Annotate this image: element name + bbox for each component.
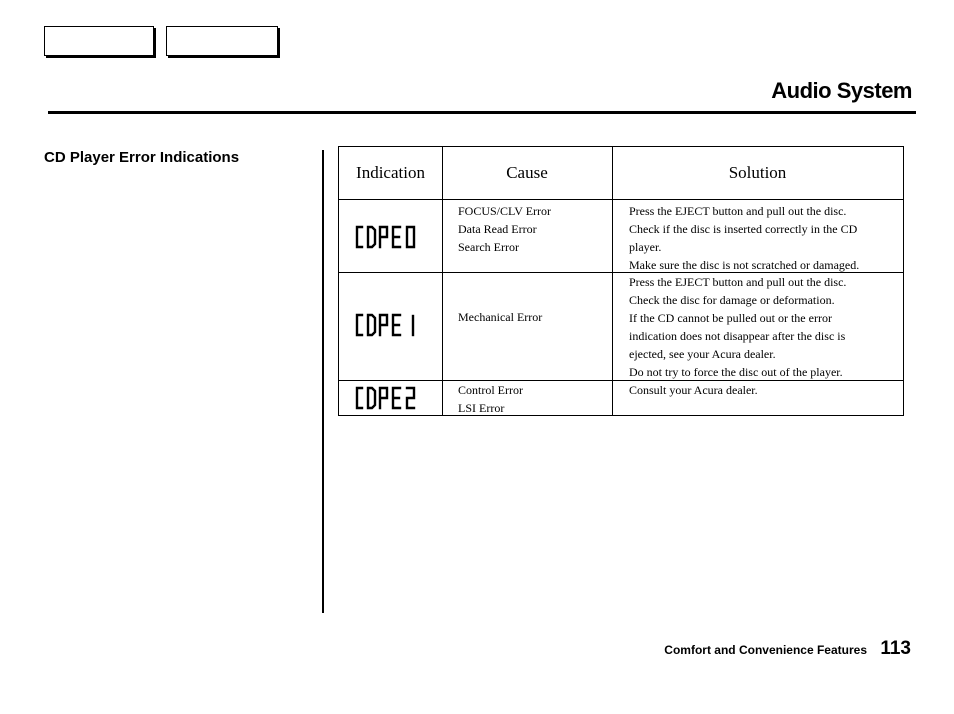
lcd-indication-cdpe0	[355, 224, 425, 250]
solution-item: Consult your Acura dealer.	[629, 383, 758, 397]
page-number: 113	[880, 638, 911, 659]
footer-section-title: Comfort and Convenience Features	[664, 643, 867, 657]
nav-button-next[interactable]	[166, 26, 278, 56]
solution-item: Press the EJECT button and pull out the disc.	[629, 275, 847, 289]
lcd-indication-cdpe1	[355, 312, 425, 338]
solution-list	[629, 202, 901, 274]
nav-button-prev[interactable]	[44, 26, 154, 56]
solution-item: Check if the disc is inserted correctly in the CD	[629, 222, 858, 236]
solution-item: Make sure the disc is not scratched or damaged.	[629, 258, 860, 272]
solution-item: If the CD cannot be pulled out or the error	[629, 311, 832, 325]
solution-item: Press the EJECT button and pull out the disc.	[629, 204, 847, 218]
cause-list	[458, 202, 610, 256]
solution-list	[629, 273, 901, 381]
cause-item: FOCUS/CLV Error	[458, 204, 552, 218]
cause-list	[458, 381, 610, 417]
grid-line	[612, 147, 613, 415]
cause-item: Search Error	[458, 240, 519, 254]
solution-item: indication does not disappear after the disc is	[629, 329, 846, 343]
title-rule	[48, 111, 916, 114]
grid-line	[442, 147, 443, 415]
header-indication: Indication	[339, 147, 442, 200]
cause-item: LSI Error	[458, 401, 505, 415]
lcd-indication-cdpe2	[355, 385, 425, 411]
error-table	[338, 146, 904, 416]
column-divider	[322, 150, 324, 613]
solution-item: Do not try to force the disc out of the player.	[629, 365, 843, 379]
solution-item: player.	[629, 240, 662, 254]
section-heading: CD Player Error Indications	[44, 149, 240, 166]
solution-item: ejected, see your Acura dealer.	[629, 347, 776, 361]
header-solution: Solution	[612, 147, 903, 200]
cause-list	[458, 308, 610, 326]
cause-item: Control Error	[458, 383, 523, 397]
cause-item: Mechanical Error	[458, 310, 543, 324]
solution-list	[629, 381, 901, 399]
cause-item: Data Read Error	[458, 222, 537, 236]
header-cause: Cause	[442, 147, 612, 200]
page-title: Audio System	[771, 78, 912, 103]
solution-item: Check the disc for damage or deformation.	[629, 293, 835, 307]
